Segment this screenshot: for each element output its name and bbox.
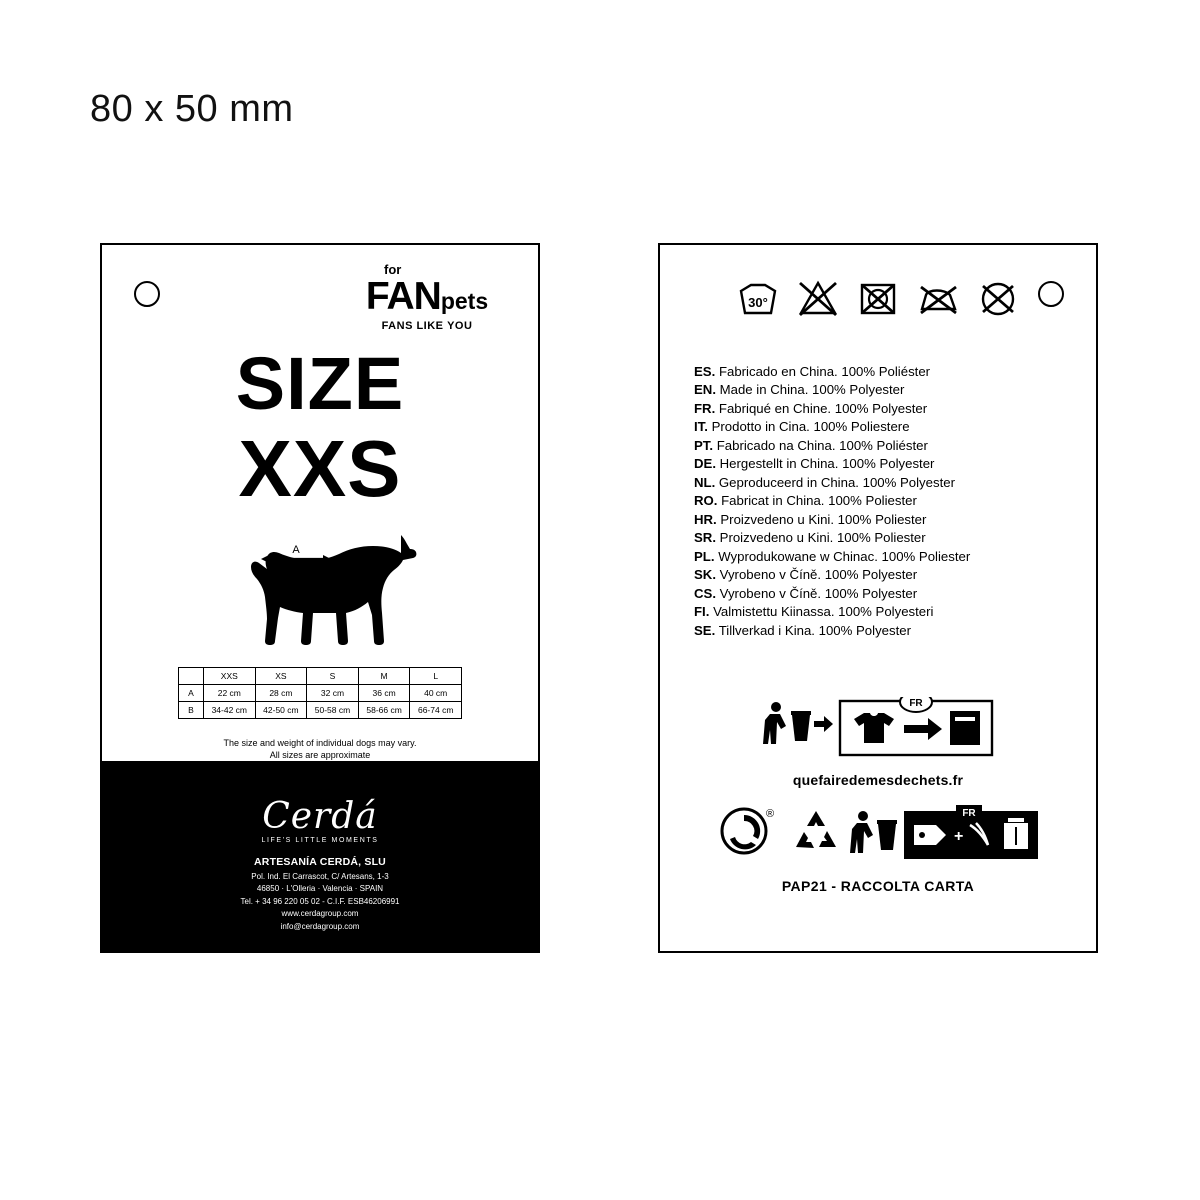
size-disclaimer-line2: All sizes are approximate [269,750,371,761]
lang-text: Prodotto in Cina. 100% Poliestere [711,419,910,435]
do-not-tumble-dry-icon [857,279,899,319]
cerda-address [102,871,538,933]
table-cell-b-s: 50-58 cm [307,702,359,719]
lang-code: ES. [694,364,716,379]
lang-code: DE. [694,456,716,472]
lang-text: Proizvedeno u Kini. 100% Poliester [720,511,927,527]
table-rowlabel-a: A [179,685,204,702]
cerda-tagline: LIFE'S LITTLE MOMENTS [261,837,379,844]
lang-text: Fabricado en China. 100% Poliéster [718,364,931,379]
table-col-xxs: XXS [204,668,256,685]
svg-text:30°: 30° [748,295,768,310]
recycling-icons [718,805,1038,863]
cerda-logo: Cerdá [262,796,378,837]
lang-text: Vyrobeno v Číně. 100% Polyester [719,585,918,601]
list-item [694,437,1074,455]
table-row [179,702,462,719]
table-cell-a-m: 36 cm [358,685,410,702]
manufacturer-footer [102,761,538,951]
list-item [694,363,1074,381]
cerda-email[interactable]: info@cerdagroup.com [280,921,360,931]
lang-text: Proizvedeno u Kini. 100% Poliester [719,530,926,546]
table-col-xs: XS [255,668,307,685]
hangtag-back [658,243,1098,953]
brand-tagline-part1: FANS LIKE [381,320,448,332]
table-cell-b-xxs: 34-42 cm [204,702,256,719]
table-col-m: M [358,668,410,685]
lang-text: Tillverkad i Kina. 100% Polyester [718,622,911,638]
list-item [694,585,1074,603]
triman-icon [758,697,998,759]
size-table [178,667,462,719]
lang-text: Geproduceerd in China. 100% Polyester [718,474,955,490]
table-cell-b-l: 66-74 cm [410,702,462,719]
pap-recycling-block [660,805,1096,894]
lang-code: NL. [694,474,716,490]
lang-text: Made in China. 100% Polyester [719,382,905,398]
page-dimension-label: 80 x 50 mm [90,88,294,130]
lang-text: Fabriqué en Chine. 100% Polyester [718,400,928,416]
svg-text:®: ® [766,808,775,820]
brand-tagline [332,321,522,332]
list-item [694,511,1074,529]
cerda-company-name: ARTESANÍA CERDÁ, SLU [254,856,386,868]
lang-code: EN. [694,382,716,398]
lang-code: PT. [694,437,714,453]
list-item [694,474,1074,492]
care-symbols-row [660,279,1096,319]
lang-text: Fabricado na China. 100% Poliéster [716,437,928,453]
cerda-address-line1: Pol. Ind. El Carrascot, C/ Artesans, 1-3 [251,872,389,881]
pap-label: PAP21 - RACCOLTA CARTA [781,878,975,894]
svg-text:FR: FR [962,808,976,819]
list-item [694,529,1074,547]
table-header-row [179,668,462,685]
list-item [694,548,1074,566]
wash-30-icon [737,279,779,319]
lang-code: FI. [694,604,710,620]
list-item [694,566,1074,584]
lang-code: RO. [694,493,718,509]
list-item [694,603,1074,621]
table-cell-a-l: 40 cm [410,685,462,702]
do-not-iron-icon [917,279,959,319]
table-col-blank [179,668,204,685]
lang-text: Vyrobeno v Číně. 100% Polyester [719,567,918,583]
brand-logo [332,263,522,332]
lang-text: Hergestellt in China. 100% Polyester [719,456,935,472]
lang-text: Fabricat in China. 100% Poliester [721,493,917,509]
mobius-loop-icon [796,811,836,848]
cerda-address-line2: 46850 · L'Olleria · Valencia · SPAIN [256,884,384,894]
list-item [694,418,1074,436]
dog-label-b: B [323,580,331,592]
list-item [694,400,1074,418]
composition-language-list [694,363,1074,640]
list-item [694,381,1074,399]
brand-pets-label: pets [440,288,489,314]
fr-paper-collection-icon [904,805,1038,859]
hangtag-front [100,243,540,953]
size-title: SIZE [235,342,405,425]
lang-code: FR. [694,400,716,416]
table-col-s: S [307,668,359,685]
do-not-dry-clean-icon [977,279,1019,319]
table-col-l: L [410,668,462,685]
cerda-website[interactable]: www.cerdagroup.com [281,909,359,919]
lang-text: Wyprodukowane w Chinac. 100% Poliester [718,548,971,564]
list-item [694,492,1074,510]
table-cell-a-s: 32 cm [307,685,359,702]
size-value: XXS [238,424,402,513]
triman-disposal-block [660,697,1096,788]
size-disclaimer-line1: The size and weight of individual dogs may vary. [223,738,417,748]
table-cell-b-m: 58-66 cm [358,702,410,719]
brand-tagline-part2: YOU [447,320,473,332]
green-dot-icon [722,808,774,853]
do-not-bleach-icon [797,279,839,319]
dog-measurement-illustration [205,531,435,651]
list-item [694,455,1074,473]
table-cell-a-xxs: 22 cm [204,685,256,702]
lang-code: SK. [694,567,716,583]
brand-for-label: for [384,262,402,277]
list-item [694,622,1074,640]
table-row [179,685,462,702]
table-rowlabel-b: B [179,702,204,719]
lang-text: Valmistettu Kiinassa. 100% Polyesteri [713,604,934,620]
lang-code: SE. [694,622,716,638]
lang-code: HR. [694,511,717,527]
svg-text:+: + [954,828,964,845]
tidyman-icon [850,811,897,853]
cerda-address-line3: Tel. + 34 96 220 05 02 - C.I.F. ESB46206991 [240,896,400,906]
lang-code: SR. [694,530,716,546]
lang-code: CS. [694,585,716,601]
table-cell-a-xs: 28 cm [255,685,307,702]
triman-url[interactable]: quefairedemesdechets.fr [792,772,964,788]
lang-code: IT. [694,419,708,435]
brand-fan-label: FAN [365,275,441,318]
lang-code: PL. [694,548,715,564]
size-disclaimer [102,737,538,761]
svg-text:FR: FR [909,698,923,709]
brand-name [332,277,522,316]
hole-punch-front-icon [134,281,160,307]
dog-label-a: A [292,544,300,556]
table-cell-b-xs: 42-50 cm [255,702,307,719]
